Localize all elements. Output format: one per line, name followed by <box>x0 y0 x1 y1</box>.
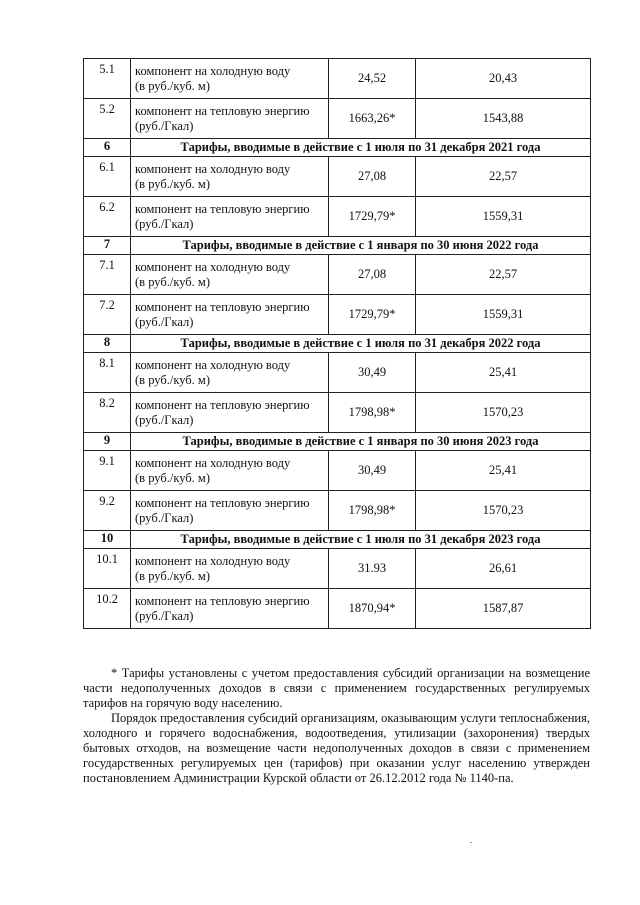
table-row <box>84 59 591 99</box>
section-number: 9 <box>84 433 131 451</box>
tariff-value-alt: 1543,88 <box>416 99 591 139</box>
period-title: Тарифы, вводимые в действие с 1 июля по 31 декабря 2021 года <box>131 139 591 157</box>
unit-line: (в руб./куб. м) <box>135 176 210 191</box>
table-row <box>84 157 591 197</box>
description-line: компонент на тепловую энергию <box>135 103 310 118</box>
period-title: Тарифы, вводимые в действие с 1 июля по 31 декабря 2022 года <box>131 335 591 353</box>
tariff-value: 1729,79* <box>329 197 416 237</box>
tariff-value-alt: 22,57 <box>416 255 591 295</box>
tariff-value-alt: 25,41 <box>416 451 591 491</box>
item-description <box>131 255 329 295</box>
tariff-value: 24,52 <box>329 59 416 99</box>
tariff-value: 27,08 <box>329 255 416 295</box>
item-number: 9.1 <box>84 451 131 491</box>
unit-line: (руб./Гкал) <box>135 412 194 427</box>
item-description <box>131 353 329 393</box>
period-title: Тарифы, вводимые в действие с 1 января по 30 июня 2023 года <box>131 433 591 451</box>
item-description <box>131 197 329 237</box>
tariff-value: 31.93 <box>329 549 416 589</box>
unit-line: (руб./Гкал) <box>135 118 194 133</box>
table-row <box>84 353 591 393</box>
scan-speck <box>470 842 472 843</box>
table-row <box>84 549 591 589</box>
unit-line: (в руб./куб. м) <box>135 78 210 93</box>
tariff-value: 30,49 <box>329 353 416 393</box>
description-line: компонент на тепловую энергию <box>135 299 310 314</box>
footnote: * Тарифы установлены с учетом предоставления субсидий организации на возмещение части недополученных доходов в связи с применением государственных регулируемых тарифов на горячую воду населению. <box>83 666 590 710</box>
item-description <box>131 295 329 335</box>
tariff-value: 1870,94* <box>329 589 416 629</box>
item-number: 7.2 <box>84 295 131 335</box>
description-line: компонент на тепловую энергию <box>135 397 310 412</box>
description-line: компонент на тепловую энергию <box>135 201 310 216</box>
table-row <box>84 589 591 629</box>
tariff-table <box>83 58 591 629</box>
item-number: 7.1 <box>84 255 131 295</box>
tariff-value-alt: 1559,31 <box>416 197 591 237</box>
item-description <box>131 393 329 433</box>
section-number: 8 <box>84 335 131 353</box>
unit-line: (руб./Гкал) <box>135 216 194 231</box>
tariff-value: 30,49 <box>329 451 416 491</box>
description-line: компонент на холодную воду <box>135 553 291 568</box>
section-number: 7 <box>84 237 131 255</box>
item-number: 5.2 <box>84 99 131 139</box>
tariff-value-alt: 26,61 <box>416 549 591 589</box>
item-description <box>131 451 329 491</box>
description-line: компонент на холодную воду <box>135 161 291 176</box>
description-line: компонент на холодную воду <box>135 63 291 78</box>
item-description <box>131 549 329 589</box>
item-description <box>131 59 329 99</box>
period-header-row <box>84 433 591 451</box>
description-line: компонент на тепловую энергию <box>135 593 310 608</box>
period-title: Тарифы, вводимые в действие с 1 января по 30 июня 2022 года <box>131 237 591 255</box>
tariff-value-alt: 22,57 <box>416 157 591 197</box>
period-header-row <box>84 139 591 157</box>
item-description <box>131 99 329 139</box>
period-header-row <box>84 237 591 255</box>
table-row <box>84 295 591 335</box>
section-number: 6 <box>84 139 131 157</box>
item-description <box>131 589 329 629</box>
tariff-value: 1663,26* <box>329 99 416 139</box>
description-line: компонент на холодную воду <box>135 259 291 274</box>
item-description <box>131 491 329 531</box>
unit-line: (руб./Гкал) <box>135 314 194 329</box>
description-line: компонент на холодную воду <box>135 357 291 372</box>
item-number: 9.2 <box>84 491 131 531</box>
period-title: Тарифы, вводимые в действие с 1 июля по 31 декабря 2023 года <box>131 531 591 549</box>
item-number: 6.2 <box>84 197 131 237</box>
tariff-value-alt: 1587,87 <box>416 589 591 629</box>
tariff-value-alt: 20,43 <box>416 59 591 99</box>
tariff-value-alt: 1570,23 <box>416 393 591 433</box>
tariff-value: 1798,98* <box>329 393 416 433</box>
tariff-value: 1729,79* <box>329 295 416 335</box>
item-number: 10.1 <box>84 549 131 589</box>
tariff-value-alt: 25,41 <box>416 353 591 393</box>
item-number: 8.2 <box>84 393 131 433</box>
period-header-row <box>84 531 591 549</box>
unit-line: (руб./Гкал) <box>135 510 194 525</box>
description-line: компонент на холодную воду <box>135 455 291 470</box>
item-number: 10.2 <box>84 589 131 629</box>
item-description <box>131 157 329 197</box>
notes-block <box>83 666 590 786</box>
unit-line: (в руб./куб. м) <box>135 470 210 485</box>
table-row <box>84 451 591 491</box>
unit-line: (руб./Гкал) <box>135 608 194 623</box>
tariff-value-alt: 1570,23 <box>416 491 591 531</box>
table-row <box>84 99 591 139</box>
period-header-row <box>84 335 591 353</box>
unit-line: (в руб./куб. м) <box>135 568 210 583</box>
table-row <box>84 255 591 295</box>
tariff-value: 27,08 <box>329 157 416 197</box>
table-row <box>84 491 591 531</box>
tariff-value-alt: 1559,31 <box>416 295 591 335</box>
item-number: 5.1 <box>84 59 131 99</box>
tariff-value: 1798,98* <box>329 491 416 531</box>
table-row <box>84 393 591 433</box>
item-number: 6.1 <box>84 157 131 197</box>
item-number: 8.1 <box>84 353 131 393</box>
unit-line: (в руб./куб. м) <box>135 274 210 289</box>
paragraph: Порядок предоставления субсидий организациям, оказывающим услуги теплоснабжения, холодного и горячего водоснабжения, водоотведения, утилизации (захоронения) твердых бытовых отходов, на возмещение части недополученных доходов в связи с применением государственных регулируемых цен (тарифов) при оказании услуг населению утвержден постановлением Администрации Курской области от 26.12.2012 года № 1140-па. <box>83 711 590 785</box>
table-row <box>84 197 591 237</box>
unit-line: (в руб./куб. м) <box>135 372 210 387</box>
description-line: компонент на тепловую энергию <box>135 495 310 510</box>
section-number: 10 <box>84 531 131 549</box>
